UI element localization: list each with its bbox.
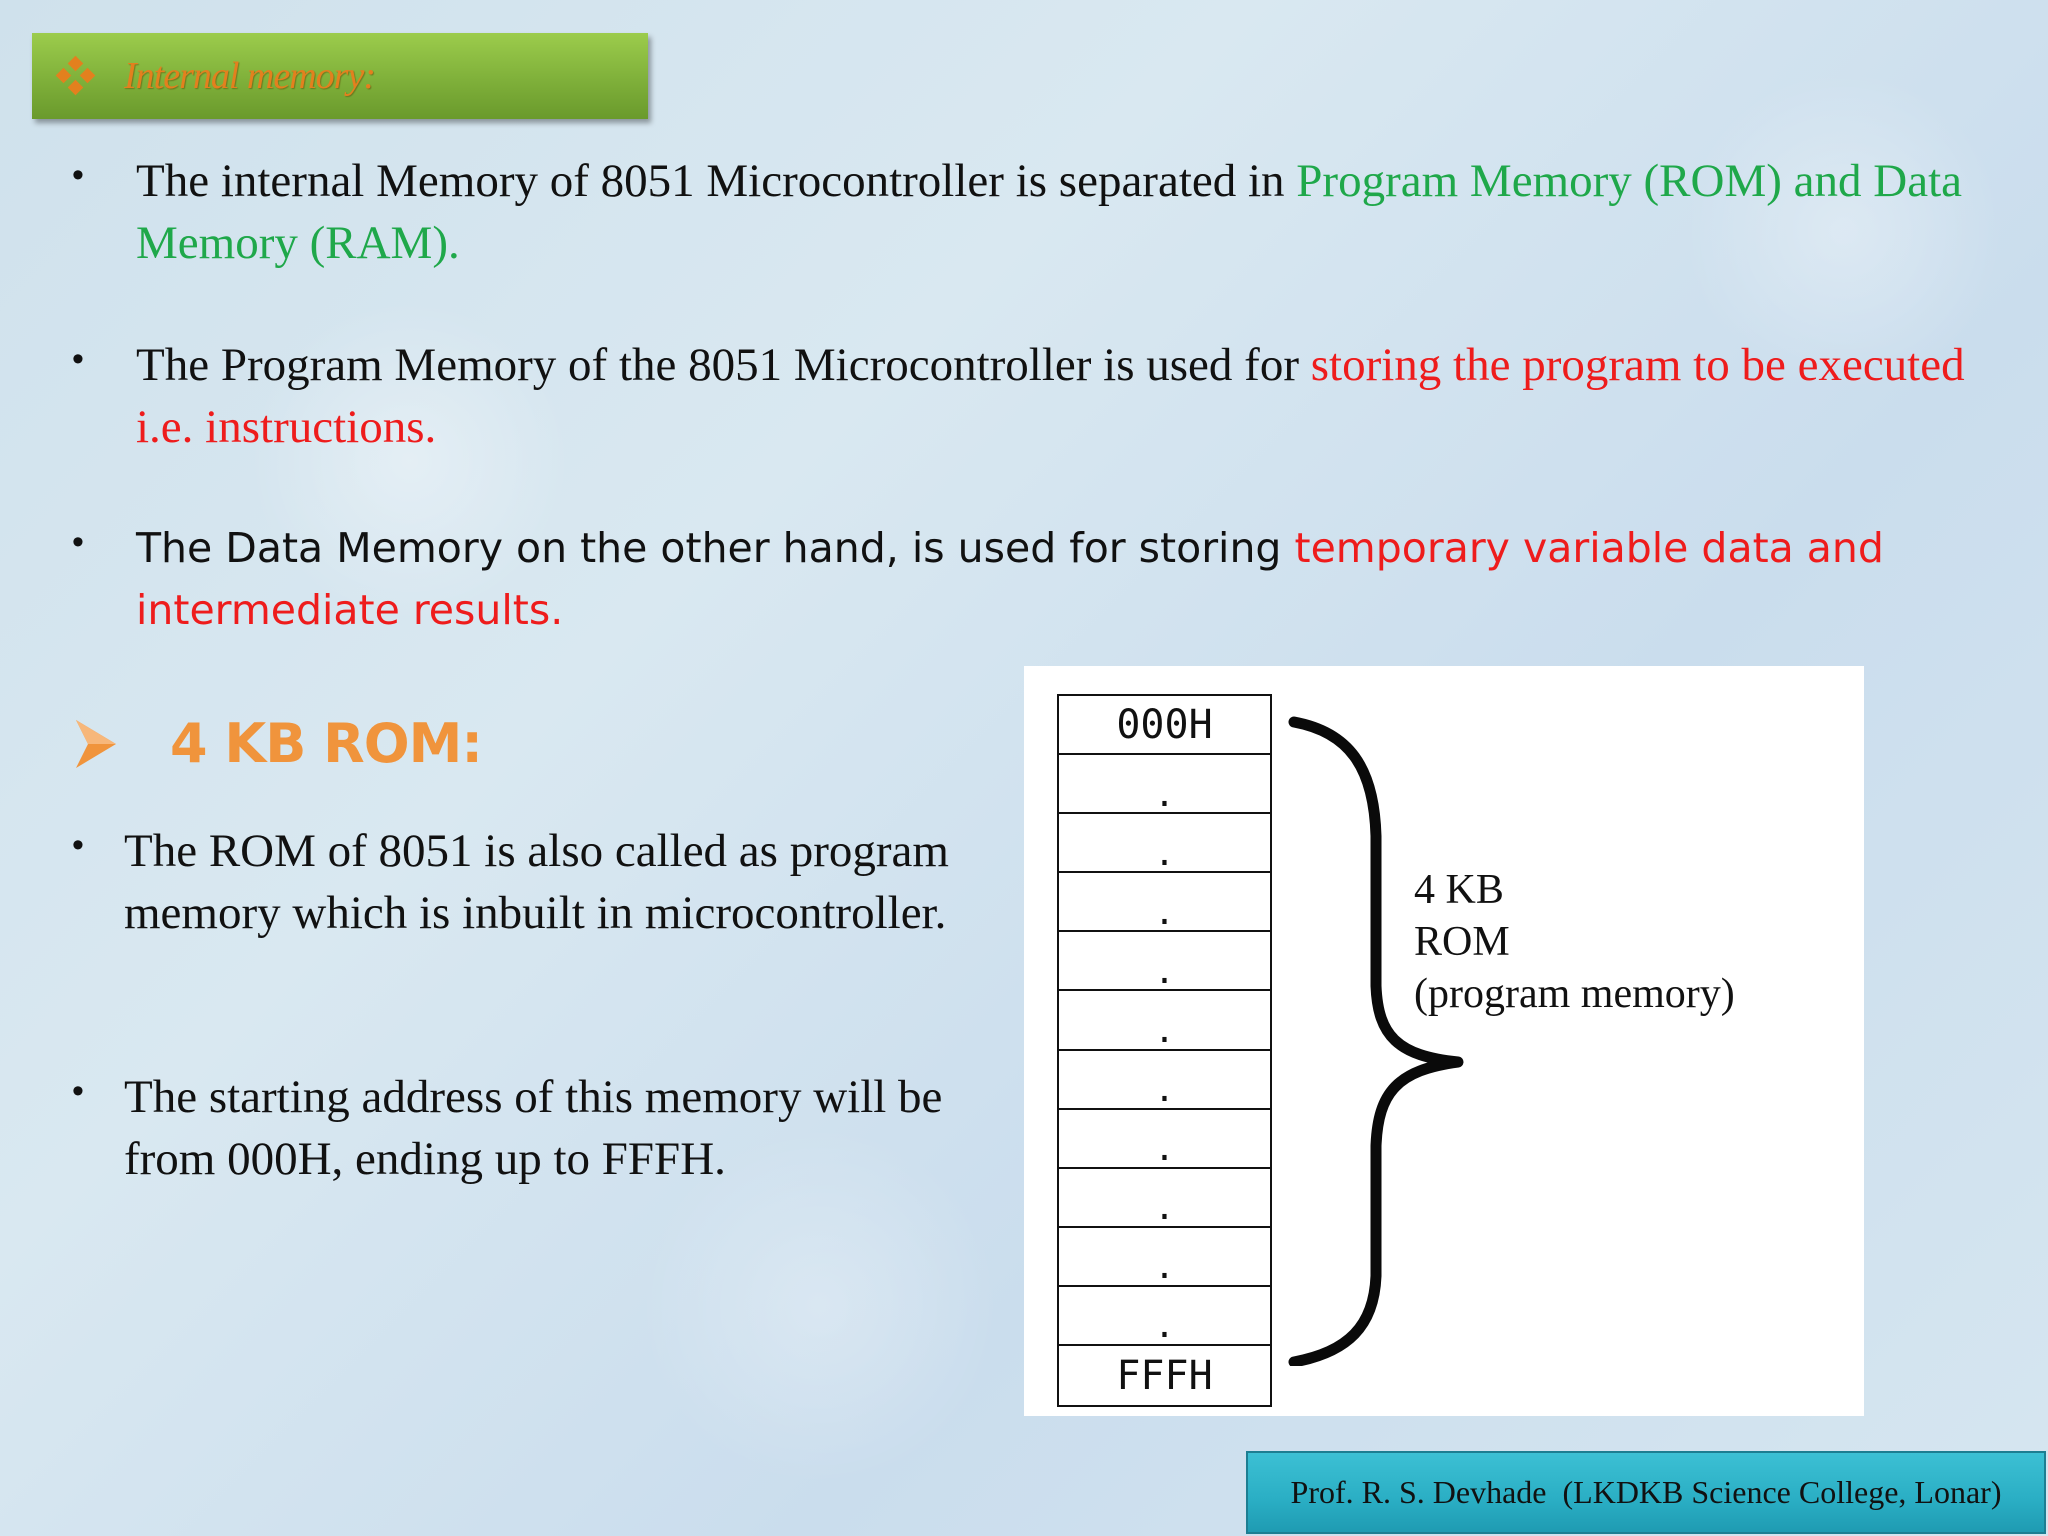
four-diamond-bullet-icon xyxy=(58,58,94,94)
bullet-item xyxy=(72,517,1972,647)
memory-cell: . xyxy=(1059,991,1270,1050)
bullet-text: The internal Memory of 8051 Microcontroller is separated in Program Memory (ROM) and Data Memory (RAM). xyxy=(136,155,1962,269)
memory-cell: . xyxy=(1059,755,1270,814)
bullet-item xyxy=(72,334,1972,464)
bullet-dot: • xyxy=(72,1072,84,1110)
footer-text: Prof. R. S. Devhade (LKDKB Science College, Lonar) xyxy=(1290,1474,2002,1510)
bullet-text: The Program Memory of the 8051 Microcontroller is used for storing the program to be executed i.e. instructions. xyxy=(136,339,1965,453)
arrow-bullet-icon xyxy=(74,718,118,770)
memory-cell: . xyxy=(1059,873,1270,932)
memory-cell: . xyxy=(1059,1287,1270,1346)
slide-title: Internal memory: xyxy=(124,55,375,97)
bullet-dot: • xyxy=(72,340,84,378)
bullet-dot: • xyxy=(72,523,84,561)
memory-cell-start: 000H xyxy=(1059,696,1270,755)
rom-label xyxy=(1414,864,1735,1020)
memory-cell: . xyxy=(1059,932,1270,991)
curly-brace-icon xyxy=(1288,716,1508,1366)
footer-credit xyxy=(1246,1451,2046,1534)
bullet-dot: • xyxy=(72,156,84,194)
slide-title-banner xyxy=(32,33,648,119)
memory-cell-end: FFFH xyxy=(1116,1352,1213,1399)
memory-cell: . xyxy=(1059,1110,1270,1169)
section-heading-text: 4 KB ROM: xyxy=(170,712,482,775)
rom-label-size: 4 KB xyxy=(1414,867,1504,913)
rom-memory-diagram xyxy=(1024,666,1864,1416)
bullet-item xyxy=(72,1066,972,1256)
memory-cell: . xyxy=(1059,1169,1270,1228)
bullet-dot: • xyxy=(72,826,84,864)
section-heading xyxy=(74,712,482,775)
memory-cell: . xyxy=(1059,1051,1270,1110)
bullet-item xyxy=(72,820,972,1010)
rom-label-desc: (program memory) xyxy=(1414,971,1735,1017)
memory-address-table xyxy=(1057,694,1272,1407)
bullet-text: The starting address of this memory will be from 000H, ending up to FFFH. xyxy=(124,1071,943,1185)
rom-label-type: ROM xyxy=(1414,919,1510,965)
bullet-text: The ROM of 8051 is also called as program memory which is inbuilt in microcontroller. xyxy=(124,825,949,939)
memory-cell: . xyxy=(1059,814,1270,873)
bullet-item xyxy=(72,150,1972,280)
memory-cell: . xyxy=(1059,1228,1270,1287)
bullet-text: The Data Memory on the other hand, is used for storing temporary variable data and intermediate results. xyxy=(136,524,1884,634)
